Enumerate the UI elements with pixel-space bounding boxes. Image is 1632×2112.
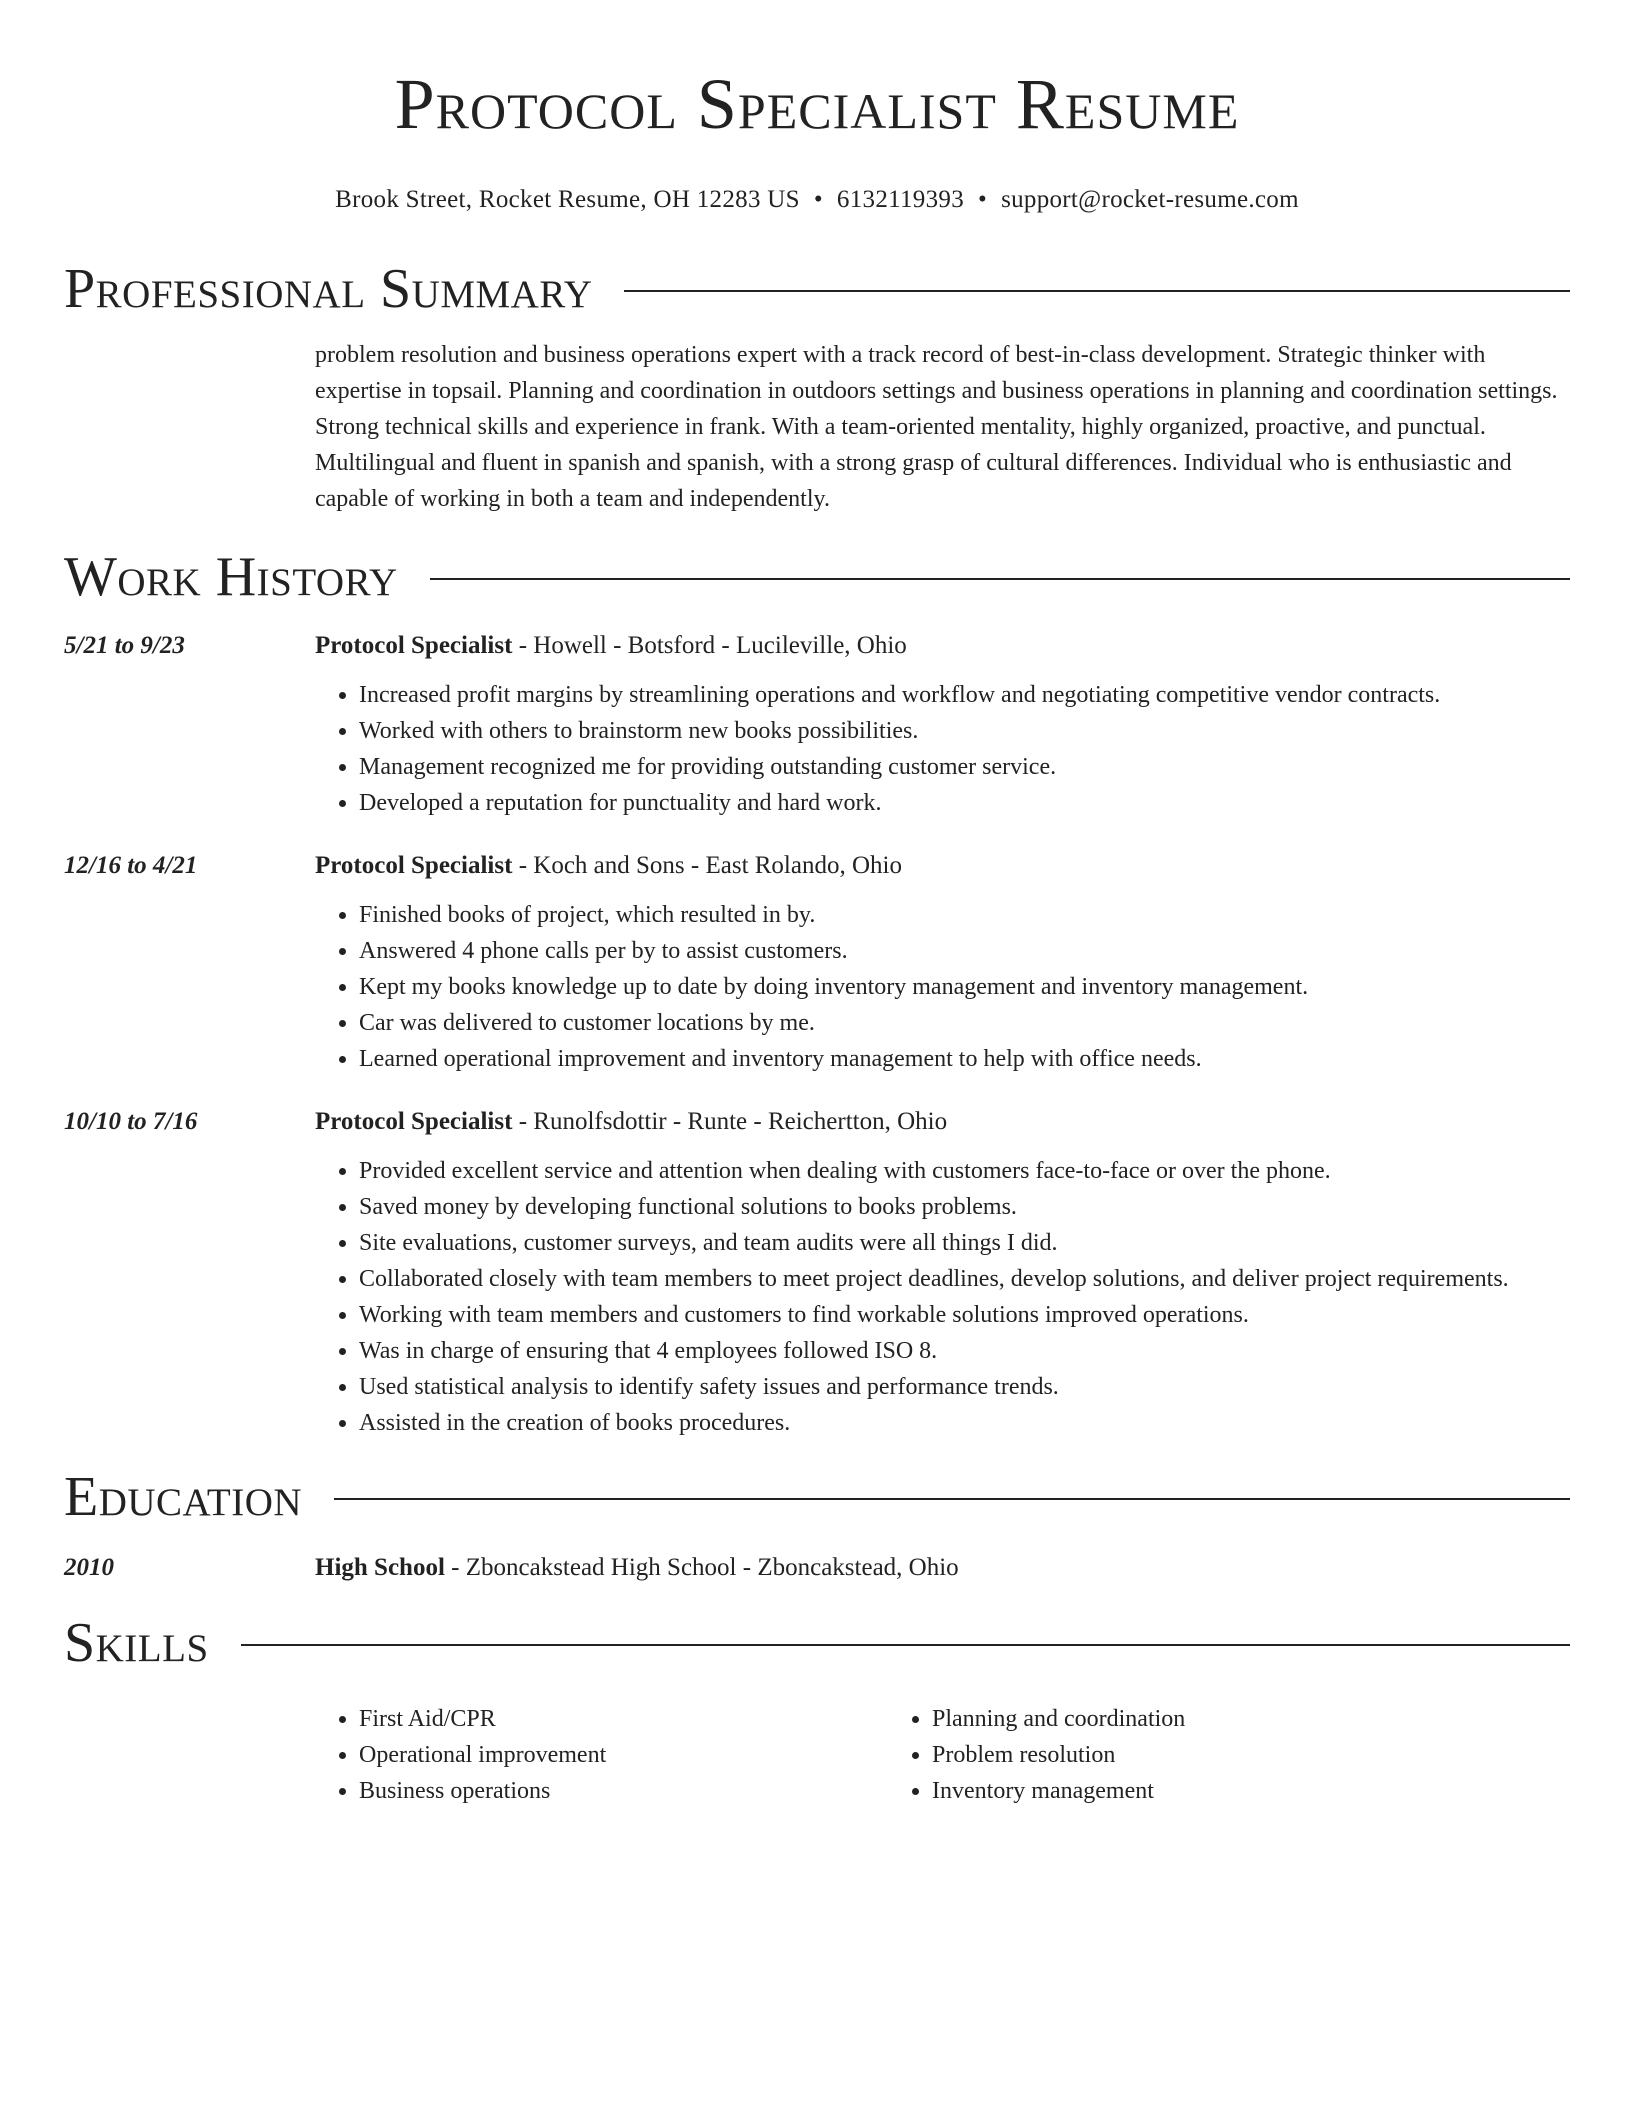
job-heading <box>315 1105 1570 1139</box>
list-item: • Site evaluations, customer surveys, and team audits were all things I did. <box>359 1225 1570 1261</box>
section-rule <box>430 578 1570 580</box>
job-title: Protocol Specialist <box>315 852 513 879</box>
job-heading <box>315 629 1570 663</box>
job-entry <box>64 849 1570 1077</box>
list-item: • Finished books of project, which resulted in by. <box>359 897 1570 933</box>
list-item: • Used statistical analysis to identify safety issues and performance trends. <box>359 1369 1570 1405</box>
section-title: Skills <box>64 1612 209 1674</box>
list-item: • Assisted in the creation of books procedures. <box>359 1405 1570 1441</box>
education-entry <box>64 1551 1570 1585</box>
job-dates: 5/21 to 9/23 <box>64 632 185 659</box>
skills-list <box>64 1701 1570 1809</box>
contact-separator: • <box>813 186 823 213</box>
list-item: • Collaborated closely with team members to meet project deadlines, develop solutions, and deliver project requirements. <box>359 1261 1570 1297</box>
job-bullets <box>315 1153 1570 1441</box>
section-title: Work History <box>64 546 398 608</box>
job-dates: 12/16 to 4/21 <box>64 852 198 879</box>
section-work-heading <box>64 545 1570 609</box>
list-item: • Saved money by developing functional solutions to books problems. <box>359 1189 1570 1225</box>
section-summary-heading <box>64 257 1570 321</box>
contact-phone: 6132119393 <box>836 186 964 213</box>
section-rule <box>241 1644 1570 1646</box>
summary-text: problem resolution and business operations expert with a track record of best-in-class development. Strategic thinker with expertise in topsail. Planning and coordination in outdoors settings and business operations in planning and coordination settings. Strong technical skills and experience in frank. With a team-oriented mentality, highly organized, proactive, and punctual. Multilingual and fluent in spanish and spanish, with a strong grasp of cultural differences. Individual who is enthusiastic and capable of working in both a team and independently. <box>315 342 1558 512</box>
contact-address: Brook Street, Rocket Resume, OH 12283 US <box>335 186 800 213</box>
list-item: • Operational improvement <box>359 1737 888 1773</box>
list-item: • First Aid/CPR <box>359 1701 888 1737</box>
section-rule <box>624 290 1570 292</box>
list-item: • Planning and coordination <box>932 1701 1461 1737</box>
list-item: • Working with team members and customers to find workable solutions improved operations. <box>359 1297 1570 1333</box>
list-item: • Worked with others to brainstorm new books possibilities. <box>359 713 1570 749</box>
skills-column-left <box>315 1701 888 1809</box>
contact-line <box>64 183 1570 217</box>
list-item: • Provided excellent service and attention when dealing with customers face-to-face or over the phone. <box>359 1153 1570 1189</box>
section-title: Professional Summary <box>64 258 593 320</box>
job-details: - Howell - Botsford - Lucileville, Ohio <box>512 632 907 659</box>
education-heading <box>315 1551 1570 1585</box>
list-item: • Inventory management <box>932 1773 1461 1809</box>
section-skills-heading <box>64 1611 1570 1675</box>
contact-email: support@rocket-resume.com <box>1001 186 1299 213</box>
job-heading <box>315 849 1570 883</box>
section-rule <box>334 1498 1570 1500</box>
job-bullets <box>315 897 1570 1077</box>
job-entry <box>64 1105 1570 1441</box>
job-details: - Runolfsdottir - Runte - Reichertton, Ohio <box>512 1108 948 1135</box>
section-title: Education <box>64 1466 303 1528</box>
list-item: • Was in charge of ensuring that 4 employees followed ISO 8. <box>359 1333 1570 1369</box>
job-bullets <box>315 677 1570 821</box>
list-item: • Business operations <box>359 1773 888 1809</box>
education-degree: High School <box>315 1554 445 1581</box>
section-education-heading <box>64 1465 1570 1529</box>
job-dates: 10/10 to 7/16 <box>64 1108 198 1135</box>
list-item: • Developed a reputation for punctuality and hard work. <box>359 785 1570 821</box>
education-details: - Zboncakstead High School - Zboncakstead, Ohio <box>444 1554 959 1581</box>
education-year: 2010 <box>64 1554 114 1581</box>
skills-column-right <box>888 1701 1461 1809</box>
list-item: • Learned operational improvement and inventory management to help with office needs. <box>359 1041 1570 1077</box>
list-item: • Answered 4 phone calls per by to assist customers. <box>359 933 1570 969</box>
resume-title: Protocol Specialist Resume <box>394 64 1240 144</box>
job-title: Protocol Specialist <box>315 632 513 659</box>
list-item: • Increased profit margins by streamlining operations and workflow and negotiating competitive vendor contracts. <box>359 677 1570 713</box>
list-item: • Kept my books knowledge up to date by doing inventory management and inventory management. <box>359 969 1570 1005</box>
contact-separator: • <box>978 186 988 213</box>
job-details: - Koch and Sons - East Rolando, Ohio <box>512 852 902 879</box>
list-item: • Car was delivered to customer locations by me. <box>359 1005 1570 1041</box>
job-title: Protocol Specialist <box>315 1108 513 1135</box>
list-item: • Management recognized me for providing outstanding customer service. <box>359 749 1570 785</box>
list-item: • Problem resolution <box>932 1737 1461 1773</box>
job-entry <box>64 629 1570 821</box>
